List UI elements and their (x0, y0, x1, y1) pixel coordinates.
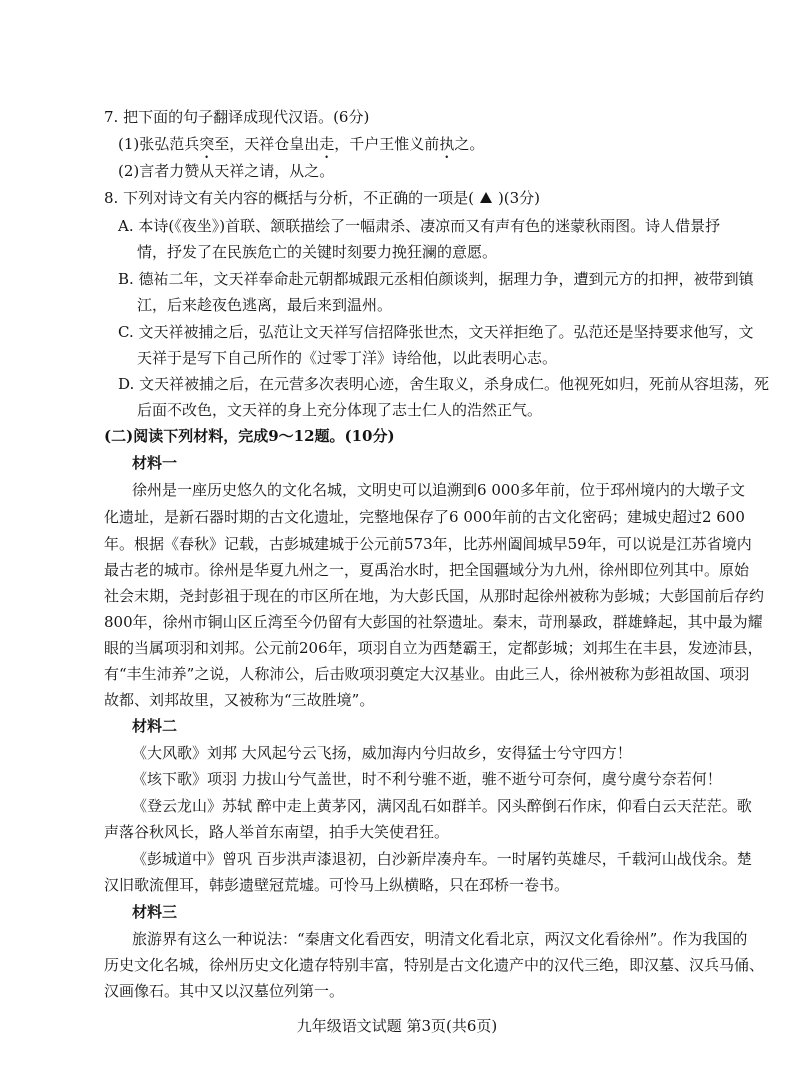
q8-option-b-cont: 江，后来趁夜色逃离，最后来到温州。 (137, 296, 393, 314)
q8-option-b: B. 德祐二年，文天祥奉命赴元朝都城跟元丞相伯颜谈判，据理力争，遭到元方的扣押，被带到镇 (118, 270, 754, 288)
material-1-line: 社会末期，尧封彭祖于现在的市区所在地，为大彭氏国，从那时起徐州被称为彭城；大彭国前后存约 (104, 587, 765, 605)
q8-option-a: A. 本诗(《夜坐》)首联、颔联描绘了一幅肃杀、凄凉而又有声有色的迷蒙秋雨图。诗人借景抒 (118, 217, 721, 235)
material-2-poem: 《大风歌》刘邦 大风起兮云飞扬，威加海内兮归故乡，安得猛士兮守四方！ (132, 744, 632, 762)
material-1-line: 800年，徐州市铜山区丘湾至今仍留有大彭国的社祭遗址。秦末，苛刑暴政，群雄蜂起，其中最为耀 (104, 613, 763, 631)
material-1-line: 故都、刘邦故里，又被称为“三故胜境”。 (104, 691, 375, 709)
material-3-title: 材料三 (132, 903, 178, 921)
q8-option-d: D. 文天祥被捕之后，在元营多次表明心迹，舍生取义，杀身成仁。他视死如归，死前从容坦荡，死 (118, 375, 770, 393)
material-1-line: 最古老的城市。徐州是华夏九州之一，夏禹治水时，把全国疆域分为九州，徐州即位列其中。原始 (104, 561, 750, 579)
material-1-line: 年。根据《春秋》记载，古彭城建城于公元前573年，比苏州阖闾城早59年，可以说是江苏省境内 (104, 535, 752, 553)
q8-option-c: C. 文天祥被捕之后，弘范让文天祥写信招降张世杰，文天祥拒绝了。弘范还是坚持要求他写，文 (118, 323, 754, 341)
q8-option-d-cont: 后面不改色，文天祥的身上充分体现了志士仁人的浩然正气。 (137, 401, 543, 419)
material-1-line: 有“丰生沛养”之说，人称沛公，后击败项羽奠定大汉基业。由此三人，徐州被称为彭祖故国、项羽 (104, 665, 750, 683)
q7-stem: 7. 把下面的句子翻译成现代汉语。(6分) (104, 108, 370, 126)
q8-option-a-cont: 情，抒发了在民族危亡的关键时刻要力挽狂澜的意愿。 (137, 243, 498, 261)
material-2-title: 材料二 (132, 717, 178, 735)
material-1-line: 眼的当属项羽和刘邦。公元前206年，项羽自立为西楚霸王，定都彭城；刘邦生在丰县，发迹沛县， (104, 639, 763, 657)
q8-option-c-cont: 天祥于是写下自己所作的《过零丁洋》诗给他，以此表明心志。 (137, 349, 558, 367)
material-2-poem: 《彭城道中》曾巩 百步洪声漆退初，白沙新岸凑舟车。一时屠钓英雄尽，千载河山战伐余。楚 (132, 850, 752, 868)
material-2-poem: 《登云龙山》苏轼 醉中走上黄茅冈，满冈乱石如群羊。冈头醉倒石作床，仰看白云天茫茫。歌 (132, 797, 752, 815)
material-3-line: 旅游界有这么一种说法：“秦唐文化看西安，明清文化看北京，两汉文化看徐州”。作为我国的 (132, 930, 748, 948)
material-3-line: 历史文化名城，徐州历史文化遗存特别丰富，特别是古文化遗产中的汉代三绝，即汉墓、汉兵马俑、 (104, 956, 765, 974)
q7-sentence-2: (2)言者力赞从天祥之请，从之。 (118, 162, 335, 180)
material-1-line: 徐州是一座历史悠久的文化名城，文明史可以追溯到6 000多年前，位于邳州境内的大墩子文 (132, 481, 745, 499)
material-2-poem-cont: 汉旧歌流俚耳，韩彭遗壁冠荒墟。可怜马上纵横略，只在邳桥一卷书。 (104, 876, 570, 894)
triangle-icon (480, 192, 492, 203)
material-1-title: 材料一 (132, 454, 178, 472)
material-2-poem: 《垓下歌》项羽 力拔山兮气盖世，时不利兮骓不逝，骓不逝兮可奈何，虞兮虞兮奈若何！ (132, 770, 722, 788)
q7-sentence-1: (1)张弘范兵突至，天祥仓皇出走，千户王惟义前执之。 (118, 135, 485, 153)
q8-stem: 8. 下列对诗文有关内容的概括与分析，不正确的一项是( )(3分) (104, 189, 541, 207)
material-3-line: 汉画像石。其中又以汉墓位列第一。 (104, 982, 345, 1000)
section-heading: (二)阅读下列材料，完成9～12题。(10分) (104, 427, 395, 445)
page-footer: 九年级语文试题 第3页(共6页) (296, 1017, 498, 1035)
material-1-line: 化遗址，是新石器时期的古文化遗址，完整地保存了6 000年前的古文化密码；建城史超过2 600 (104, 508, 745, 526)
material-2-poem-cont: 声落谷秋风长，路人举首东南望，拍手大笑使君狂。 (104, 823, 450, 841)
